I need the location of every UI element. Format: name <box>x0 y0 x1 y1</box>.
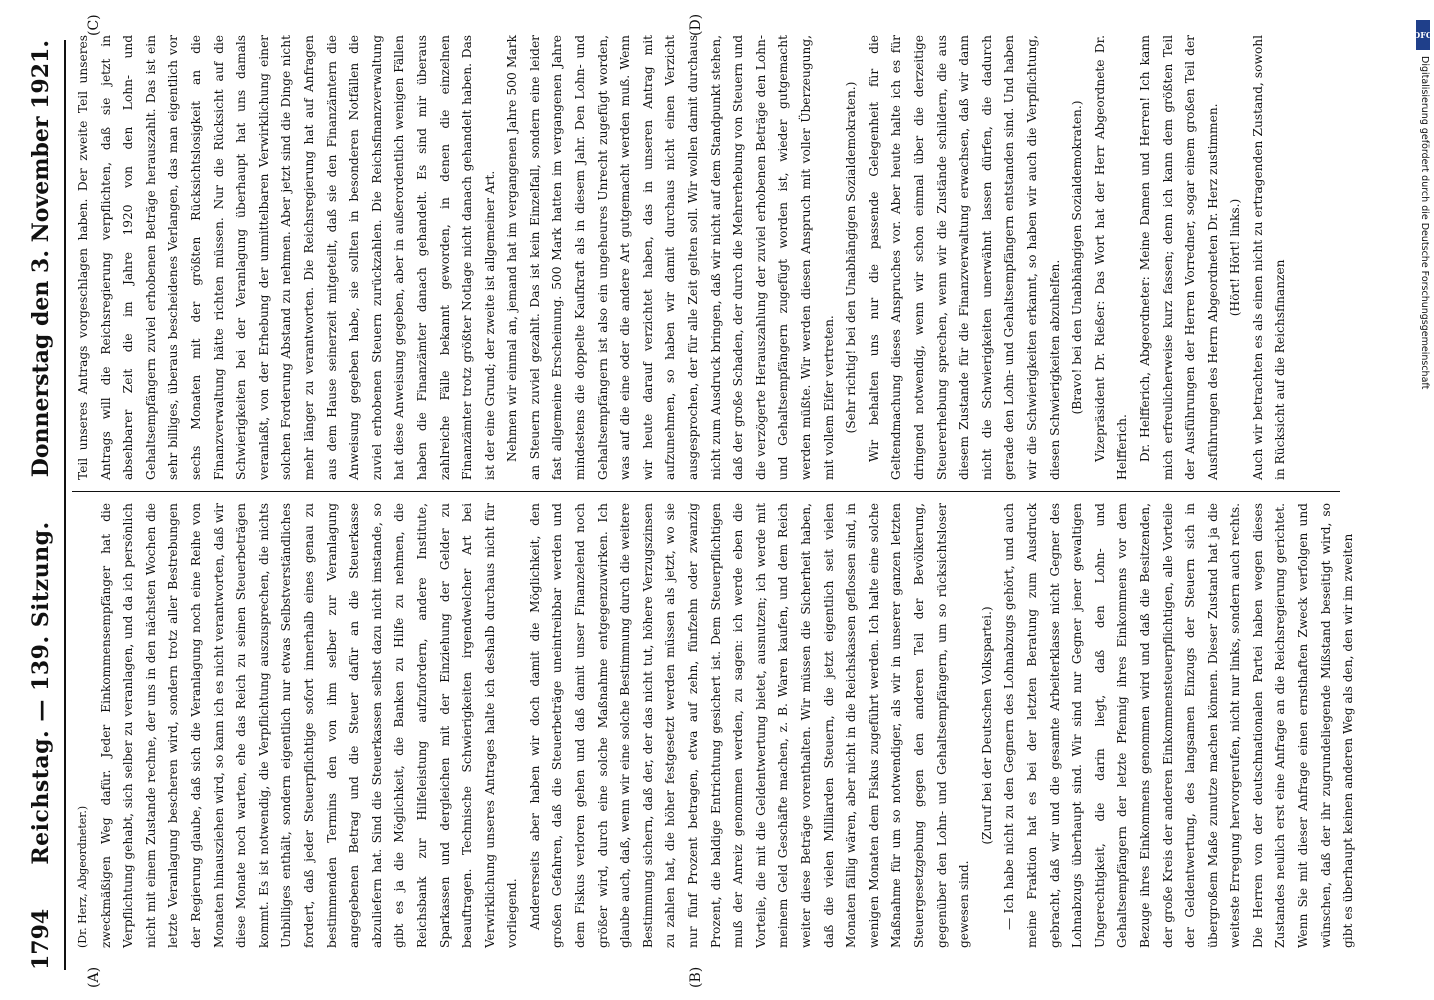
right-text-column <box>72 35 1340 480</box>
margin-marker-c: (C) <box>86 14 102 36</box>
interjection: (Sehr richtig! bei den Unabhängigen Sozialdemokraten.) <box>844 81 859 434</box>
paragraph: Nehmen wir einmal an, jemand hat im vergangenen Jahre 500 Mark an Steuern zuviel gezahlt. Das ist kein Einzelfall, sondern eine leider fast allgemeine Erscheinung. 500 Mark hatten im vergangenen Jahre mindestens die doppelte Kaufkraft als in diesem Jahr. Den Lohn- und Gehaltsempfängern ist also ein ungeheures Unrecht zugefügt worden, was auf die eine oder die andere Art gutgemacht werden muß. Wenn wir heute darauf verzichtet haben, das in unseren Antrag mit aufzunehmen, so haben wir damit durchaus nicht einen Verzicht ausgesprochen, der für alle Zeit gelten soll. Wir wollen damit durchaus nicht zum Ausdruck bringen, daß wir nicht auf dem Standpunkt stehen, daß der große Schaden, der durch die Mehrerhebung von Steuern und die verzögerte Herauszahlung der zuviel erhobenen Beträge den Lohn- und Gehaltsempfängern zugefügt worden ist, wieder gutgemacht werden müßte. Wir werden diesen Anspruch mit voller Überzeugung, mit vollem Eifer vertreten. <box>505 35 836 480</box>
column-divider <box>72 491 1340 492</box>
paragraph: Teil unseres Antrags vorgeschlagen haben. Der zweite Teil unseres Antrags will die Reichsregierung verpflichten, daß sie jetzt in absehbarer Zeit die im Jahre 1920 von den Lohn- und Gehaltsempfängern zuviel erhobenen Beträge herauszahlt. Das ist ein sehr billiges, überaus bescheidenes Verlangen, das man eigentlich vor sechs Monaten mit der größten Rücksichtslosigkeit an die Finanzverwaltung hätte richten müssen. Nur die Rücksicht auf die Schwierigkeiten bei der Veranlagung überhaupt hat uns damals veranlaßt, von der Erhebung der unmittelbaren Verwirklichung einer solchen Forderung Abstand zu nehmen. Aber jetzt sind die Dinge nicht mehr länger zu verantworten. Die Reichsregierung hat auf Anfragen aus dem Hause seinerzeit mitgeteilt, daß sie den Finanzämtern die Anweisung gegeben habe, sie sollten in besonderen Notfällen die zuviel erhobenen Steuern zurückzahlen. Die Reichsfinanzverwaltung hat diese Anweisung gegeben, aber in außerordentlich wenigen Fällen haben die Finanzämter danach gehandelt. Es sind mir überaus zahlreiche Fälle bekannt geworden, in denen die einzelnen Finanzämter trotz größter Notlage nicht danach gehandelt haben. Das ist der eine Grund; der zweite ist allgemeiner Art. <box>76 35 497 480</box>
page-number: 1794 <box>28 908 54 970</box>
digitization-credit <box>1413 20 1433 980</box>
paragraph: zweckmäßigen Weg dafür. Jeder Einkommensempfänger hat die Verpflichtung gehabt, sich selber zu veranlagen, und da ich persönlich nicht mit einem Zustande rechne, der uns in den nächsten Wochen die letzte Veranlagung bescheren wird, sondern trotz aller Bestrebungen der Regierung glaube, daß sich die Veranlagung noch eine Reihe von Monaten hinausziehen wird, so kann ich es nicht verantworten, daß wir diese Monate noch warten, ehe das Reich zu seinen Steuerbeträgen kommt. Es ist notwendig, die Verpflichtung auszusprechen, die nichts Unbilliges enthält, sondern eigentlich nur etwas Selbstverständliches fordert, daß jeder Steuerpflichtige sofort innerhalb eines genau zu bestimmenden Termins den von ihm selber zur Veranlagung angegebenen Betrag und die Steuer dafür an die Steuerkasse abzuliefern hat. Sind die Steuerkassen selbst dazu nicht imstande, so gibt es ja die Möglichkeit, die Banken zu Hilfe zu nehmen, die Reichsbank zur Hilfeleistung aufzufordern, andere Institute, Sparkassen und dergleichen mit der Einziehung der Gelder zu beauftragen. Technische Schwierigkeiten irgendwelcher Art bei Verwirklichung unseres Antrages halte ich deshalb durchaus nicht für vorliegend. <box>98 503 520 948</box>
margin-marker-d: (D) <box>688 13 704 36</box>
session-date: Donnerstag den 3. November 1921. <box>28 40 54 478</box>
margin-marker-b: (B) <box>688 966 704 988</box>
session-title: Reichstag. — 139. Sitzung. <box>28 521 54 865</box>
interjection: (Zuruf bei der Deutschen Volkspartei.) <box>979 606 994 845</box>
interjection: (Hört! Hört! links.) <box>1228 198 1243 317</box>
paragraph: Dr. Helfferich, Abgeordneter: Meine Damen und Herren! Ich kann mich erfreulicherweise kurz fassen; denn ich kann dem größten Teil der Ausführungen der Herren Vorredner, sogar einem großen Teil der Ausführungen des Herrn Abgeordneten Dr. Herz zustimmen. <box>1137 35 1220 480</box>
paragraph: Wir behalten uns nur die passende Gelegenheit für die Geltendmachung dieses Anspruches vor. Aber heute halte ich es für dringend notwendig, wenn wir schon einmal über die derzeitige Steuererhebung sprechen, wenn wir die Zustände schildern, die aus diesem Zustande für die Finanzverwaltung erwachsen, daß wir dann nicht die Schwierigkeiten unerwähnt lassen dürfen, die dadurch gerade den Lohn- und Gehaltsempfängern entstanden sind. Und haben wir die Schwierigkeiten erkannt, so haben wir auch die Verpflichtung, diesen Schwierigkeiten abzuhelfen. <box>866 35 1062 480</box>
paragraph: Auch wir betrachten es als einen nicht zu ertragenden Zustand, sowohl in Rücksicht auf die Reichsfinanzen <box>1250 35 1288 480</box>
paragraph: Vizepräsident Dr. Rießer: Das Wort hat der Herr Abgeordnete Dr. Helfferich. <box>1092 35 1130 480</box>
paragraph: Andererseits aber haben wir doch damit die Möglichkeit, den großen Gefahren, daß die Steuerbeträge uneintreibbar werden und dem Fiskus verloren gehen und daß damit unser Finanzelend noch größer wird, durch eine solche Maßnahme entgegenzuwirken. Ich glaube auch, daß, wenn wir eine solche Bestimmung durch die weitere Bestimmung sichern, daß der, der das nicht tut, höhere Verzugszinsen zu zahlen hat, die höher festgesetzt werden müssen als jetzt, wo sie nur fünf Prozent betragen, etwa auf zehn, fünfzehn oder zwanzig Prozent, die baldige Entrichtung gesichert ist. Dem Steuerpflichtigen muß der Anreiz genommen werden, zu sagen: ich werde eben die Vorteile, die mit die Geldentwertung bietet, ausnutzen; ich werde mit meinem Geld Geschäfte machen, z. B. Waren kaufen, und dem Reich weiter diese Beträge vorenthalten. Wir müssen die Sicherheit haben, daß die vielen Milliarden Steuern, die jetzt eigentlich seit vielen Monaten fällig wären, aber nicht in die Reichskassen geflossen sind, in wenigen Monaten dem Fiskus zugeführt werden. Ich halte eine solche Maßnahme für um so notwendiger, als wir in unserer ganzen letzten Steuergesetzgebung gegen den anderen Teil der Bevölkerung, gegenüber den Lohn- und Gehaltsempfängern, um so rücksichtsloser gewesen sind. <box>527 503 972 948</box>
margin-marker-a: (A) <box>86 966 102 988</box>
paragraph: — Ich habe nicht zu den Gegnern des Lohnabzugs gehört, und auch meine Fraktion hat es bei der letzten Beratung zum Ausdruck gebracht, daß wir und die gesamte Arbeiterklasse nicht Gegner des Lohnabzugs überhaupt sind. Wir sind nur Gegner jener gewaltigen Ungerechtigkeit, die darin liegt, daß den Lohn- und Gehaltsempfängern der letzte Pfennig ihres Einkommens vor dem Bezuge ihres Einkommens genommen wird und daß die Besitzenden, der große Kreis der anderen Einkommensteuerpflichtigen, alle Vorteile der Geldentwertung, des langsamen Einzugs der Steuern sich in übergroßem Maße zunutze machen können. Dieser Zustand hat ja die weiteste Erregung hervorgerufen, nicht nur links, sondern auch rechts. Die Herren von der deutschnationalen Partei haben wegen dieses Zustandes neulich erst eine Anfrage an die Reichsregierung gerichtet. Wenn Sie mit dieser Anfrage einen ernsthaften Zweck verfolgen und wünschen, daß der ihr zugrundeliegende Mißstand beseitigt wird, so gibt es überhaupt keinen anderen Weg als den, den wir im zweiten <box>1002 503 1356 948</box>
left-text-column <box>72 503 1356 948</box>
dfg-logo-icon: DFG <box>1416 20 1430 50</box>
interjection: (Bravo! bei den Unabhängigen Sozialdemokraten.) <box>1070 100 1085 415</box>
speaker-note: (Dr. Herz, Abgeordneter.) <box>76 805 89 948</box>
page-header <box>28 40 66 970</box>
credit-text: Digitalisierung gefördert durch die Deutsche Forschungsgemeinschaft <box>1419 56 1430 390</box>
